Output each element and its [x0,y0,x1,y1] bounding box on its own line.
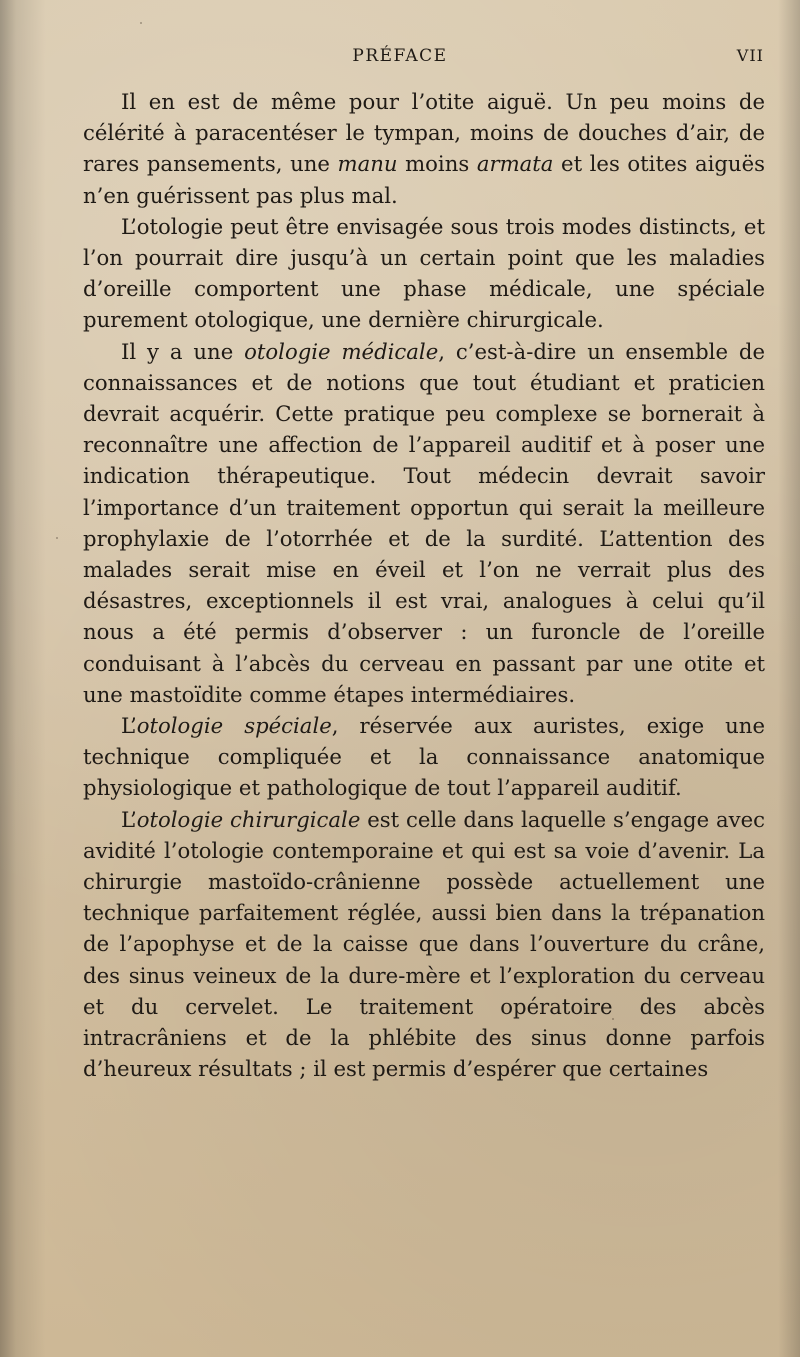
body-text [83,86,765,1085]
page-number: VII [736,46,764,65]
paper-speck [140,22,142,24]
text-run: L’ [121,713,137,739]
text-run: Il y a une [121,338,245,364]
running-header-title: PRÉFACE [352,46,448,66]
paragraph [83,804,765,1085]
paragraph [83,710,765,804]
paragraph [83,336,765,710]
text-run: moins [397,151,477,177]
left-edge-shadow [0,0,46,1357]
paragraph [83,211,765,336]
italic-text: manu [337,151,398,177]
italic-text: otologie spéciale [136,713,332,739]
italic-text: otologie médicale [244,338,439,364]
text-run: L’ [121,806,137,832]
italic-text: otologie chirurgicale [136,806,361,832]
right-edge-shadow [778,0,800,1357]
text-run: Il en est de même pour l’otite aiguë. Un peu moins de célérité à paracentéser le tympan, moins de douches d’air, de rares pansements, une [83,89,765,177]
text-run: L’otologie peut être envisagée sous trois modes distincts, et l’on pourrait dire jusqu’à un certain point que les maladies d’oreille comportent une phase médicale, une spéciale purement otologique, une dernière chirurgicale. [83,213,765,333]
text-run: , c’est-à-dire un ensemble de connaissances et de notions que tout étudiant et praticien devrait acquérir. Cette pratique peu complexe se bornerait à reconnaître une affection de l’appareil auditif et à poser une indication thérapeutique. Tout médecin devrait savoir l’importance d’un traitement opportun qui serait la meilleure prophylaxie de l’otorrhée et de la surdité. L’attention des malades serait mise en éveil et l’on ne verrait plus des désastres, exceptionnels il est vrai, analogues à celui qu’il nous a été permis d’observer : un furoncle de l’oreille conduisant à l’abcès du cerveau en passant par une otite et une mastoïdite comme étapes intermédiaires. [83,338,765,707]
italic-text: armata [476,151,554,177]
text-run: et les otites aiguës n’en guérissent pas plus mal. [83,151,765,208]
paragraph [83,86,765,211]
text-run: est celle dans laquelle s’engage avec avidité l’otologie contemporaine et qui est sa voie d’avenir. La chirurgie mastoïdo-crânienne possède actuellement une technique parfaitement réglée, aussi bien dans la trépanation de l’apophyse et de la caisse que dans l’ouverture du crâne, des sinus veineux de la dure-mère et l’exploration du cerveau et du cervelet. Le traitement opératoire des abcès intracrâniens et de la phlébite des sinus donne parfois d’heureux résultats ; il est permis d’espérer que certaines [83,806,765,1082]
text-run: , réservée aux auristes, exige une technique compliquée et la connaissance anatomique physiologique et pathologique de tout l’appareil auditif. [83,713,765,801]
paper-speck [56,537,58,539]
running-header [0,40,800,70]
